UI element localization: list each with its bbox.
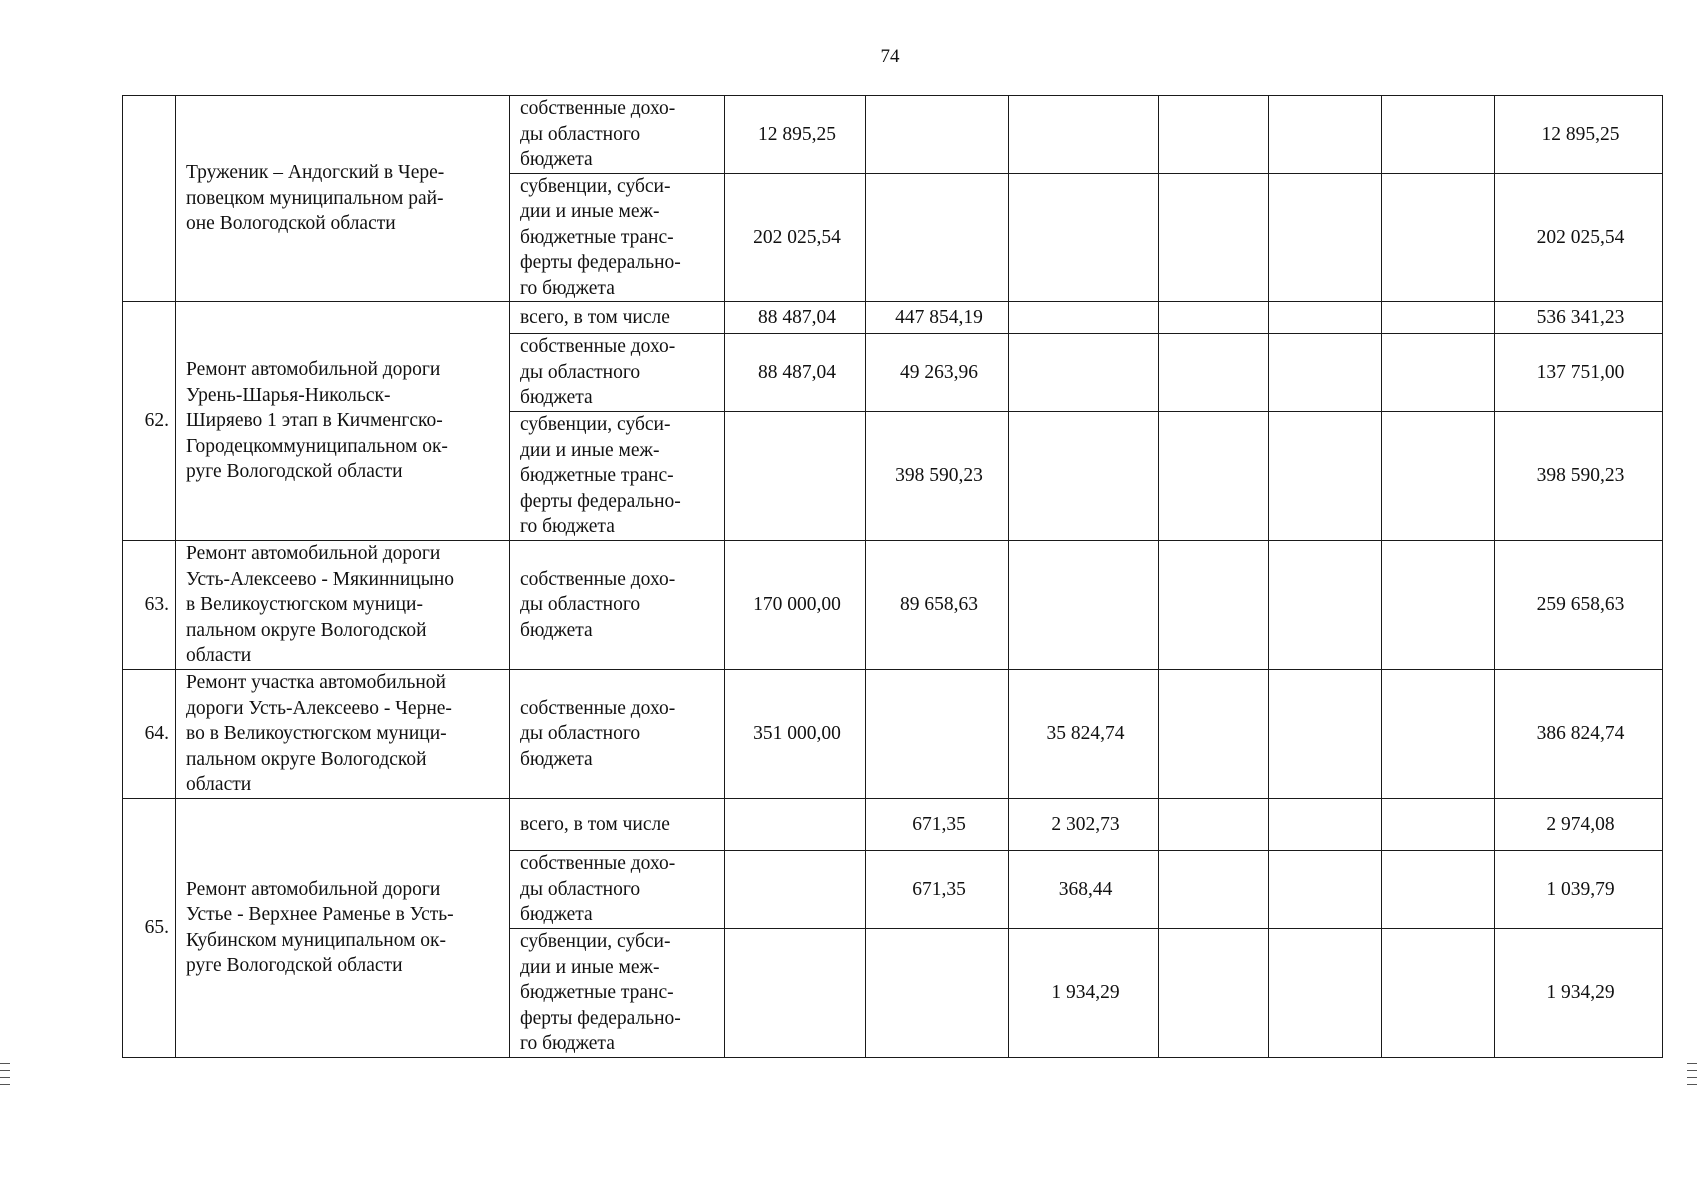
year-2-value: 49 263,96 [866,334,1009,412]
year-2-value [866,670,1009,799]
year-6-value [1382,851,1495,929]
item-name-cell: Ремонт автомобильной дороги Устье - Верхнее Раменье в Усть- Кубинском муниципальном ок- руге Вологодской области [176,799,510,1058]
year-5-value [1269,670,1382,799]
year-3-value: 2 302,73 [1009,799,1159,851]
year-1-value [725,799,866,851]
year-1-value: 202 025,54 [725,173,866,302]
item-number-cell: 64. [123,670,176,799]
funding-source-cell: субвенции, субси- дии и иные меж- бюджетные транс- ферты федерально- го бюджета [510,173,725,302]
right-scan-edge-marks [1687,1063,1697,1093]
year-3-value [1009,541,1159,670]
total-value: 202 025,54 [1495,173,1663,302]
year-3-value [1009,96,1159,174]
funding-source-cell: собственные дохо- ды областного бюджета [510,541,725,670]
year-6-value [1382,929,1495,1058]
funding-source-cell: собственные дохо- ды областного бюджета [510,670,725,799]
funding-source-cell: субвенции, субси- дии и иные меж- бюджетные транс- ферты федерально- го бюджета [510,929,725,1058]
year-3-value [1009,412,1159,541]
year-1-value [725,929,866,1058]
year-4-value [1159,670,1269,799]
year-2-value: 671,35 [866,851,1009,929]
year-4-value [1159,799,1269,851]
table-row [123,799,1663,851]
total-value: 12 895,25 [1495,96,1663,174]
table-row [123,302,1663,334]
year-5-value [1269,851,1382,929]
year-3-value: 368,44 [1009,851,1159,929]
year-6-value [1382,173,1495,302]
item-name-cell: Ремонт автомобильной дороги Урень-Шарья-Никольск- Ширяево 1 этап в Кичменгско- Городецкоммуниципальном ок- руге Вологодской области [176,302,510,541]
year-6-value [1382,412,1495,541]
year-1-value [725,851,866,929]
table-row [123,96,1663,174]
year-2-value: 398 590,23 [866,412,1009,541]
total-value: 1 934,29 [1495,929,1663,1058]
year-6-value [1382,96,1495,174]
year-6-value [1382,799,1495,851]
year-4-value [1159,334,1269,412]
table-row [123,541,1663,670]
year-4-value [1159,96,1269,174]
year-1-value: 12 895,25 [725,96,866,174]
year-3-value [1009,334,1159,412]
left-scan-edge-marks [0,1063,10,1093]
total-value: 259 658,63 [1495,541,1663,670]
item-number-cell: 65. [123,799,176,1058]
table-row [123,670,1663,799]
year-4-value [1159,302,1269,334]
year-3-value [1009,302,1159,334]
year-4-value [1159,851,1269,929]
funding-source-cell: субвенции, субси- дии и иные меж- бюджетные транс- ферты федерально- го бюджета [510,412,725,541]
year-3-value: 35 824,74 [1009,670,1159,799]
item-name-cell: Ремонт участка автомобильной дороги Усть-Алексеево - Черне- во в Великоустюгском муници- пальном округе Вологодской области [176,670,510,799]
year-5-value [1269,929,1382,1058]
year-2-value [866,929,1009,1058]
total-value: 1 039,79 [1495,851,1663,929]
year-5-value [1269,96,1382,174]
year-1-value: 88 487,04 [725,334,866,412]
item-number-cell: 63. [123,541,176,670]
year-2-value [866,96,1009,174]
year-2-value: 447 854,19 [866,302,1009,334]
year-5-value [1269,799,1382,851]
year-6-value [1382,541,1495,670]
year-6-value [1382,670,1495,799]
item-number-cell [123,96,176,302]
funding-source-cell: собственные дохо- ды областного бюджета [510,96,725,174]
item-number-cell: 62. [123,302,176,541]
item-name-cell: Ремонт автомобильной дороги Усть-Алексеево - Мякинницыно в Великоустюгском муници- пальном округе Вологодской области [176,541,510,670]
total-value: 137 751,00 [1495,334,1663,412]
total-value: 536 341,23 [1495,302,1663,334]
year-6-value [1382,334,1495,412]
funding-source-cell: собственные дохо- ды областного бюджета [510,851,725,929]
year-5-value [1269,541,1382,670]
year-5-value [1269,412,1382,541]
year-5-value [1269,302,1382,334]
year-6-value [1382,302,1495,334]
page-number: 74 [880,46,900,67]
year-5-value [1269,334,1382,412]
year-4-value [1159,929,1269,1058]
total-value: 398 590,23 [1495,412,1663,541]
funding-source-cell: всего, в том числе [510,799,725,851]
total-value: 2 974,08 [1495,799,1663,851]
year-2-value: 671,35 [866,799,1009,851]
year-3-value [1009,173,1159,302]
total-value: 386 824,74 [1495,670,1663,799]
year-1-value: 88 487,04 [725,302,866,334]
funding-source-cell: собственные дохо- ды областного бюджета [510,334,725,412]
year-4-value [1159,173,1269,302]
year-3-value: 1 934,29 [1009,929,1159,1058]
year-2-value: 89 658,63 [866,541,1009,670]
year-5-value [1269,173,1382,302]
year-1-value: 170 000,00 [725,541,866,670]
year-1-value [725,412,866,541]
year-4-value [1159,412,1269,541]
item-name-cell: Труженик – Андогский в Чере- повецком муниципальном рай- оне Вологодской области [176,96,510,302]
year-1-value: 351 000,00 [725,670,866,799]
budget-table [122,95,1663,1058]
year-4-value [1159,541,1269,670]
year-2-value [866,173,1009,302]
funding-source-cell: всего, в том числе [510,302,725,334]
